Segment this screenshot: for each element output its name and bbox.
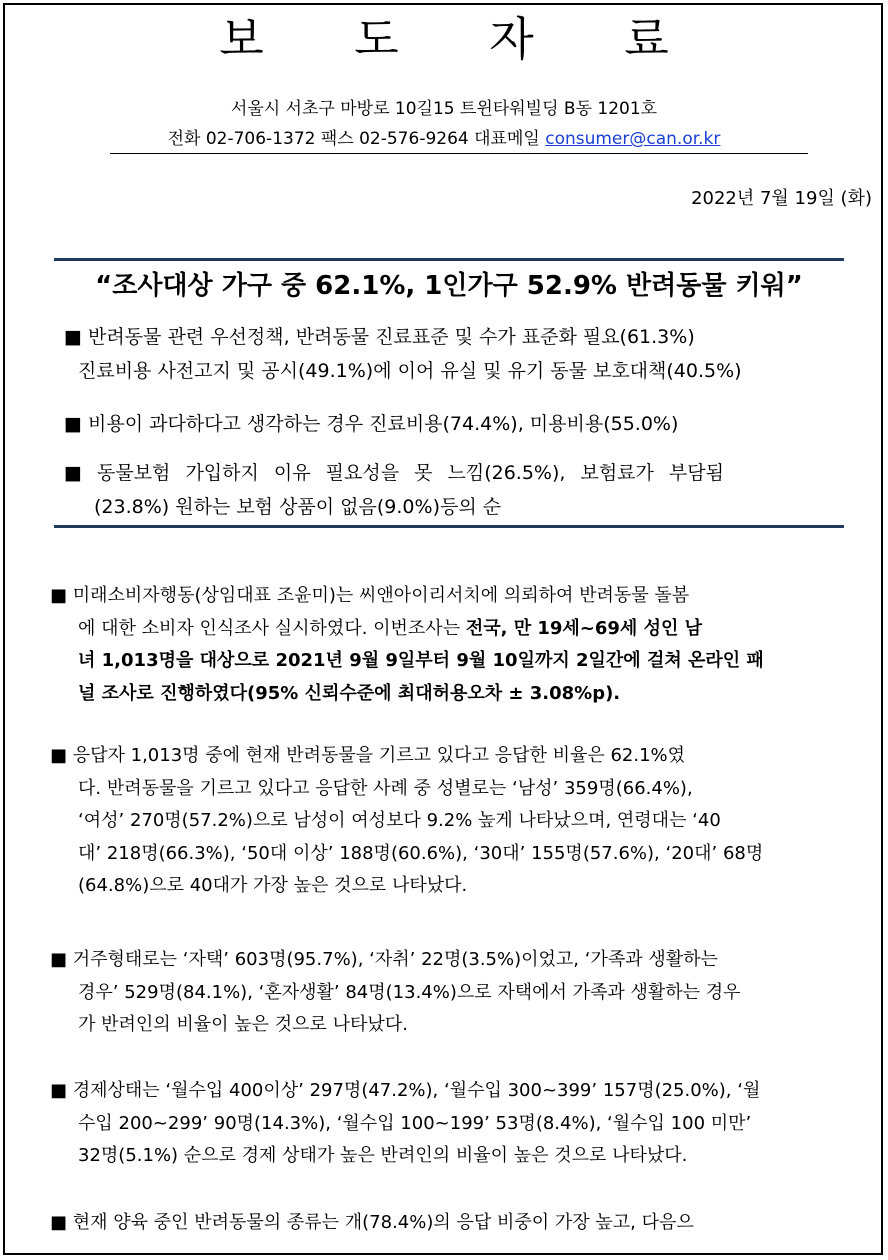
paragraph-line: 32명(5.1%) 순으로 경제 상태가 높은 반려인의 비율이 높은 것으로 나타났다. [78,1145,688,1166]
contact-line [0,124,888,149]
summary-line: 진료비용 사전고지 및 공시(49.1%)에 이어 유실 및 유기 동물 보호대책(40.5%) [78,360,742,382]
address-line: 서울시 서초구 마방로 10길15 트윈타워빌딩 B동 1201호 [230,99,658,119]
summary-item-3 [64,456,834,524]
paragraph-economic-status [50,1075,840,1173]
paragraph-line: 녀 1,013명을 대상으로 2021년 9월 9일부터 9월 10일까지 2일간에 걸쳐 온라인 패 [78,650,764,671]
email-link[interactable]: consumer@can.or.kr [545,129,721,149]
paragraph-line: ■ 현재 양육 중인 반려동물의 종류는 개(78.4%)의 응답 비중이 가장 높고, 다음으 [50,1212,694,1233]
paragraph-line: 다. 반려동물을 기르고 있다고 응답한 사례 중 성별로는 ‘남성’ 359명(66.4%), [78,777,693,799]
text-run: 에 대한 소비자 인식조사 실시하였다. 이번조사는 [78,617,466,639]
header-divider [110,153,808,154]
paragraph-line: 널 조사로 진행하였다(95% 신뢰수준에 최대허용오차 ± 3.08%p). [78,682,621,704]
summary-line: ■ 동물보험 가입하지 이유 필요성을 못 느낌(26.5%), 보험료가 부담됨 [64,462,724,484]
paragraph-line: ■ 응답자 1,013명 중에 현재 반려동물을 기르고 있다고 응답한 비율은 62.1%였 [50,745,686,766]
release-date: 2022년 7월 19일 (화) [691,188,872,209]
headline-top-rule [54,258,844,261]
paragraph-line: 경우’ 529명(84.1%), ‘혼자생활’ 84명(13.4%)으로 자택에서 가족과 생활하는 경우 [78,981,741,1003]
paragraph-line: ■ 경제상태는 ‘월수입 400이상’ 297명(47.2%), ‘월수입 300~399’ 157명(25.0%), ‘월 [50,1080,761,1101]
summary-line: ■ 반려동물 관련 우선정책, 반려동물 진료표준 및 수가 표준화 필요(61.3%) [64,326,695,348]
paragraph-line: ■ 미래소비자행동(상임대표 조윤미)는 씨앤아이리서치에 의뢰하여 반려동물 돌봄 [50,585,690,606]
paragraph-ownership-rate [50,740,840,903]
summary-line: (23.8%) 원하는 보험 상품이 없음(9.0%)등의 순 [94,496,502,518]
contact-info: 전화 02-706-1372 팩스 02-576-9264 대표메일 [167,129,546,149]
paragraph-line: 수입 200~299’ 90명(14.3%), ‘월수입 100~199’ 53명(8.4%), ‘월수입 100 미만’ [78,1112,752,1134]
document-title: 보 도 자 료 [219,12,707,66]
paragraph-line: 대’ 218명(66.3%), ‘50대 이상’ 188명(60.6%), ‘30대’ 155명(57.6%), ‘20대’ 68명 [78,842,764,864]
paragraph-line: ■ 거주형태로는 ‘자택’ 603명(95.7%), ‘자취’ 22명(3.5%)이었고, ‘가족과 생활하는 [50,949,718,970]
summary-line: ■ 비용이 과다하다고 생각하는 경우 진료비용(74.4%), 미용비용(55.0%) [64,413,679,435]
paragraph-line: (64.8%)으로 40대가 가장 높은 것으로 나타났다. [78,875,468,896]
summary-item-1 [64,320,834,388]
paragraph-housing-type [50,944,840,1042]
summary-item-2 [64,407,834,441]
headline-bottom-rule [54,525,844,528]
paragraph-line [50,613,840,646]
paragraph-pet-types [50,1207,840,1240]
paragraph-survey-overview [50,580,840,710]
paragraph-line: 가 반려인의 비율이 높은 것으로 나타났다. [78,1014,408,1035]
text-run-bold: 전국, 만 19세~69세 성인 남 [465,617,702,639]
paragraph-line: ‘여성’ 270명(57.2%)으로 남성이 여성보다 9.2% 높게 나타났으며, 연령대는 ‘40 [78,810,721,831]
headline: “조사대상 가구 중 62.1%, 1인가구 52.9% 반려동물 키워” [95,271,803,301]
